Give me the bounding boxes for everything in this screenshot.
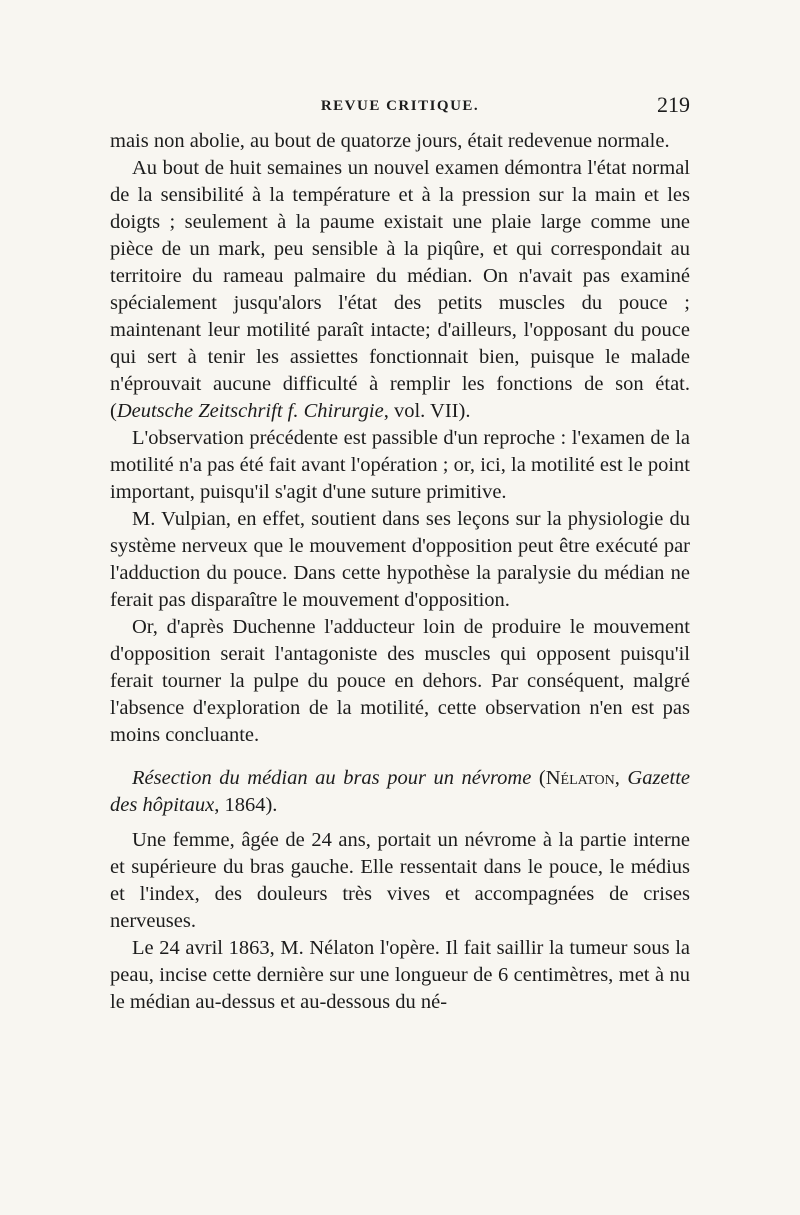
paragraph-follow-up-exam: [110, 155, 690, 425]
paragraph-continuation: mais non abolie, au bout de quatorze jours, était redevenue normale.: [110, 130, 670, 152]
section-year: , 1864).: [214, 794, 278, 816]
section-title-text: Résection du médian au bras pour un névrome: [132, 767, 532, 789]
section-author: Nélaton: [545, 767, 615, 789]
paragraph-follow-up-text: Au bout de huit semaines un nouvel examen démontra l'état normal de la sensibilité à la température et à la pression sur la main et les doigts ; seulement à la paume existait une plaie large comme une pièce de un mark, peu sensible à la piqûre, et qui correspondait au territoire du rameau palmaire du médian. On n'avait pas examiné spécialement jusqu'alors l'état des petits muscles du pouce ; maintenant leur motilité paraît intacte; d'ailleurs, l'opposant du pouce qui sert à tenir les assiettes fonctionnait bien, puisque le malade n'éprouvait aucune difficulté à remplir les fonctions de son état. (: [110, 157, 690, 422]
page-header: [110, 92, 690, 122]
journal-citation: Deutsche Zeitschrift f. Chirurgie: [116, 400, 384, 422]
paragraph-observation-critique: L'observation précédente est passible d'un reproche : l'examen de la motilité n'a pas été fait avant l'opération ; or, ici, la motilité est le point important, puisqu'il s'agit d'une suture primitive.: [110, 427, 690, 503]
running-title: REVUE CRITIQUE.: [320, 98, 480, 114]
page-number: 219: [657, 92, 690, 117]
paragraph-duchenne: Or, d'après Duchenne l'adducteur loin de produire le mouvement d'opposition serait l'antagoniste des muscles qui opposent puisqu'il ferait tourner la pulpe du pouce en dehors. Par conséquent, malgré l'absence d'exploration de la motilité, cette observation n'en est pas moins concluante.: [110, 616, 690, 746]
paragraph-case-patient: Une femme, âgée de 24 ans, portait un névrome à la partie interne et supérieure du bras gauche. Elle ressentait dans le pouce, le médius et l'index, des douleurs très vives et accompagnées de crises nerveuses.: [110, 829, 690, 932]
section-journal: Gazette des hôpitaux: [110, 767, 691, 816]
paragraph-case-operation: Le 24 avril 1863, M. Nélaton l'opère. Il fait saillir la tumeur sous la peau, incise cette dernière sur une longueur de 6 centimètres, met à nu le médian au-dessus et au-dessous du né-: [110, 937, 690, 1013]
citation-volume: , vol. VII).: [383, 400, 471, 422]
body-text: [110, 128, 690, 1016]
section-title: Résection du médian au bras pour un névrome (Nélaton, Gazette des hôpitaux, 1864).: [110, 767, 691, 816]
paragraph-vulpian: M. Vulpian, en effet, soutient dans ses leçons sur la physiologie du système nerveux que le mouvement d'opposition peut être exécuté par l'adduction du pouce. Dans cette hypothèse la paralysie du médian ne ferait pas disparaître le mouvement d'opposition.: [110, 508, 690, 611]
